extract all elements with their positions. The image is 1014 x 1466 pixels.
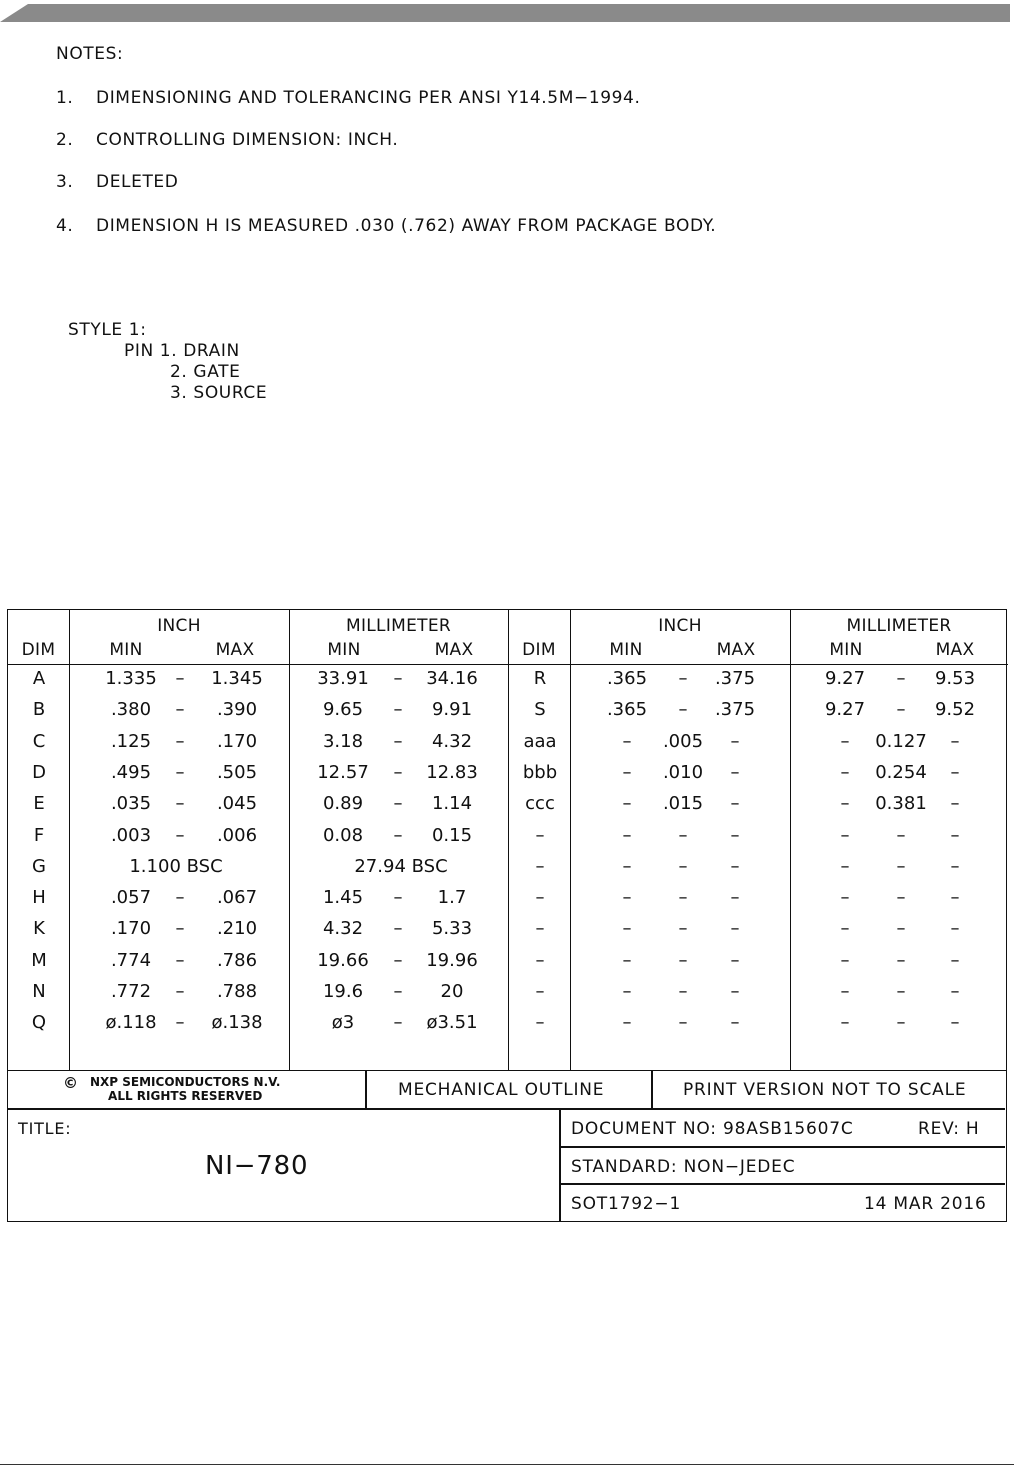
table-cell: – — [175, 668, 185, 689]
table-cell: – — [730, 1012, 740, 1034]
table-cell: .210 — [216, 918, 258, 940]
table-cell: – — [175, 918, 185, 940]
dim-cell: N — [32, 981, 46, 1002]
dim-cell: D — [32, 761, 46, 783]
copyright-line: NXP SEMICONDUCTORS N.V. — [90, 1075, 281, 1089]
divider — [651, 1071, 653, 1108]
table-cell: – — [678, 887, 688, 909]
dim-cell: – — [535, 887, 545, 909]
table-cell: 0.08 — [322, 824, 364, 846]
table-cell: .170 — [110, 918, 152, 940]
dim-cell: ccc — [525, 793, 555, 815]
dim-cell: – — [535, 855, 545, 877]
table-cell: .035 — [110, 793, 152, 815]
table-cell: – — [678, 1012, 688, 1034]
table-cell: 4.32 — [322, 918, 364, 940]
table-cell: – — [622, 793, 632, 815]
header-min: MIN — [829, 640, 863, 660]
table-cell: 9.52 — [934, 699, 976, 721]
table-cell: 33.91 — [317, 668, 369, 689]
column-divider — [289, 610, 290, 1070]
table-cell: – — [730, 824, 740, 846]
table-cell: – — [730, 793, 740, 815]
table-cell: .365 — [606, 668, 648, 689]
dim-cell: – — [535, 918, 545, 940]
header-rule — [8, 664, 1008, 665]
table-cell: 9.53 — [934, 668, 976, 689]
table-cell: 1.7 — [437, 887, 467, 909]
table-cell: – — [950, 824, 960, 846]
dim-cell: aaa — [523, 730, 557, 752]
table-cell: .125 — [110, 730, 152, 752]
dim-cell: E — [33, 793, 45, 815]
dim-cell: bbb — [522, 761, 558, 783]
table-cell: 1.14 — [431, 793, 473, 815]
table-cell: 1.335 — [105, 668, 157, 689]
divider — [365, 1071, 367, 1108]
table-cell: .067 — [216, 887, 258, 909]
note-item — [56, 216, 716, 236]
copyright-notice — [90, 1075, 280, 1103]
table-cell: – — [896, 668, 906, 689]
table-cell: – — [896, 949, 906, 971]
table-cell: 1.45 — [322, 887, 364, 909]
header-min: MIN — [609, 640, 643, 660]
table-cell: – — [393, 981, 403, 1002]
table-cell: – — [730, 949, 740, 971]
sot-number: SOT1792−1 — [571, 1194, 682, 1214]
dim-cell: – — [535, 824, 545, 846]
table-cell: – — [950, 949, 960, 971]
table-cell: – — [730, 761, 740, 783]
table-cell: .375 — [714, 668, 756, 689]
column-divider — [69, 610, 70, 1070]
table-cell: ø.138 — [211, 1012, 263, 1034]
header-dim: DIM — [522, 640, 556, 660]
table-cell: 9.27 — [824, 699, 866, 721]
table-cell: – — [896, 1012, 906, 1034]
header-min: MIN — [327, 640, 361, 660]
table-cell: – — [896, 824, 906, 846]
table-cell: – — [840, 824, 850, 846]
table-cell: – — [175, 730, 185, 752]
header-bar — [0, 4, 1010, 22]
dim-cell: – — [535, 981, 545, 1002]
copyright-icon: © — [63, 1074, 78, 1092]
table-cell: – — [896, 887, 906, 909]
title-label: TITLE: — [18, 1119, 72, 1138]
revision: REV: H — [918, 1119, 980, 1139]
note-item — [56, 88, 640, 108]
note-text: CONTROLLING DIMENSION: INCH. — [96, 130, 399, 150]
note-number: 3. — [56, 172, 74, 192]
table-cell: .010 — [662, 761, 704, 783]
style-pin: 3. SOURCE — [170, 383, 268, 403]
table-cell: .170 — [216, 730, 258, 752]
table-cell: – — [730, 730, 740, 752]
table-cell: ø.118 — [105, 1012, 157, 1034]
table-cell: – — [896, 855, 906, 877]
note-number: 2. — [56, 130, 74, 150]
table-cell: – — [730, 981, 740, 1002]
header-dim: DIM — [21, 640, 56, 660]
table-cell: – — [393, 761, 403, 783]
table-cell: – — [840, 887, 850, 909]
dim-cell: M — [31, 949, 47, 971]
header-max: MAX — [935, 640, 975, 660]
note-text: DELETED — [96, 172, 179, 192]
table-cell: – — [896, 918, 906, 940]
table-cell: 0.381 — [875, 793, 927, 815]
table-cell: .057 — [110, 887, 152, 909]
dim-cell: – — [535, 1012, 545, 1034]
footer-rule — [0, 1464, 1014, 1465]
table-cell: 3.18 — [322, 730, 364, 752]
table-cell: – — [840, 981, 850, 1002]
table-cell: – — [950, 918, 960, 940]
table-cell: – — [678, 949, 688, 971]
divider — [559, 1183, 1005, 1185]
table-cell: – — [840, 949, 850, 971]
dim-cell: Q — [31, 1012, 47, 1034]
table-cell: 5.33 — [431, 918, 473, 940]
notes-heading: NOTES: — [56, 44, 124, 64]
table-cell: – — [730, 887, 740, 909]
table-cell: .005 — [662, 730, 704, 752]
table-cell: – — [175, 887, 185, 909]
note-text: DIMENSIONING AND TOLERANCING PER ANSI Y14.5M−1994. — [96, 88, 641, 108]
header-max: MAX — [716, 640, 756, 660]
table-cell: 0.127 — [875, 730, 927, 752]
table-cell: 12.57 — [317, 761, 369, 783]
table-cell: – — [622, 981, 632, 1002]
title-block — [7, 1071, 1007, 1222]
table-cell: – — [393, 668, 403, 689]
table-cell: .375 — [714, 699, 756, 721]
table-cell: – — [622, 949, 632, 971]
standard: STANDARD: NON−JEDEC — [571, 1157, 796, 1177]
note-number: 1. — [56, 88, 74, 108]
header-min: MIN — [109, 640, 143, 660]
table-cell: – — [622, 1012, 632, 1034]
table-cell: 34.16 — [426, 668, 478, 689]
table-cell: .003 — [110, 824, 152, 846]
table-cell: .786 — [216, 949, 258, 971]
table-cell: – — [950, 887, 960, 909]
table-cell: .495 — [110, 761, 152, 783]
dimension-table — [7, 609, 1007, 1071]
divider — [559, 1108, 561, 1221]
table-cell: – — [678, 824, 688, 846]
document-number: DOCUMENT NO: 98ASB15607C — [571, 1119, 854, 1139]
table-cell: – — [393, 699, 403, 721]
table-cell: – — [840, 761, 850, 783]
dim-cell: S — [534, 699, 546, 721]
table-cell: 19.96 — [426, 949, 478, 971]
table-cell: – — [175, 761, 185, 783]
table-cell: – — [622, 918, 632, 940]
table-cell: 9.91 — [431, 699, 473, 721]
note-text: DIMENSION H IS MEASURED .030 (.762) AWAY FROM PACKAGE BODY. — [96, 216, 717, 236]
table-cell: 9.65 — [322, 699, 364, 721]
table-cell: – — [730, 855, 740, 877]
header-max: MAX — [215, 640, 255, 660]
table-cell: – — [622, 855, 632, 877]
table-cell: – — [950, 1012, 960, 1034]
table-cell: – — [678, 668, 688, 689]
dim-cell: C — [32, 730, 46, 752]
table-cell: 19.66 — [317, 949, 369, 971]
table-cell: 0.89 — [322, 793, 364, 815]
table-cell: – — [896, 699, 906, 721]
table-cell: 12.83 — [426, 761, 478, 783]
table-cell: – — [622, 887, 632, 909]
table-cell: .045 — [216, 793, 258, 815]
table-cell: – — [840, 793, 850, 815]
table-cell: .390 — [216, 699, 258, 721]
header-max: MAX — [434, 640, 474, 660]
table-cell: – — [175, 824, 185, 846]
table-cell: – — [393, 824, 403, 846]
header-inch: INCH — [658, 616, 702, 636]
table-cell: – — [622, 761, 632, 783]
table-cell: 19.6 — [322, 981, 364, 1002]
table-cell: – — [896, 981, 906, 1002]
table-cell: – — [950, 793, 960, 815]
table-cell: – — [393, 1012, 403, 1034]
dim-cell: A — [32, 668, 46, 689]
table-cell: – — [393, 793, 403, 815]
header-millimeter: MILLIMETER — [346, 616, 451, 636]
table-cell: – — [622, 730, 632, 752]
note-item — [56, 172, 178, 192]
table-cell: .015 — [662, 793, 704, 815]
table-cell: ø3 — [331, 1012, 355, 1034]
dim-cell: B — [32, 699, 46, 721]
table-cell: 27.94 BSC — [354, 855, 448, 877]
dim-cell: G — [32, 855, 46, 877]
table-cell: – — [950, 855, 960, 877]
table-cell: 4.32 — [431, 730, 473, 752]
copyright-line: ALL RIGHTS RESERVED — [108, 1089, 263, 1103]
table-cell: – — [950, 761, 960, 783]
table-cell: .774 — [110, 949, 152, 971]
table-cell: 1.345 — [211, 668, 263, 689]
table-cell: – — [175, 699, 185, 721]
style-block — [68, 320, 267, 404]
table-cell: – — [840, 1012, 850, 1034]
style-pin: PIN 1. DRAIN — [124, 341, 240, 361]
table-cell: .380 — [110, 699, 152, 721]
table-cell: – — [840, 918, 850, 940]
column-divider — [508, 610, 509, 1070]
dim-cell: – — [535, 949, 545, 971]
table-cell: 20 — [440, 981, 464, 1002]
table-cell: – — [393, 918, 403, 940]
table-cell: – — [840, 855, 850, 877]
table-cell: – — [175, 981, 185, 1002]
table-cell: – — [840, 730, 850, 752]
table-cell: .505 — [216, 761, 258, 783]
style-pin: 2. GATE — [170, 362, 241, 382]
table-cell: 0.15 — [431, 824, 473, 846]
table-cell: 9.27 — [824, 668, 866, 689]
table-cell: – — [622, 824, 632, 846]
header-millimeter: MILLIMETER — [846, 616, 952, 636]
divider — [559, 1146, 1005, 1148]
issue-date: 14 MAR 2016 — [864, 1194, 987, 1214]
table-cell: – — [393, 730, 403, 752]
table-cell: – — [950, 981, 960, 1002]
note-item — [56, 130, 398, 150]
table-cell: .788 — [216, 981, 258, 1002]
note-number: 4. — [56, 216, 74, 236]
table-cell: – — [950, 730, 960, 752]
column-divider — [790, 610, 791, 1070]
header-inch: INCH — [157, 616, 201, 636]
table-cell: – — [393, 949, 403, 971]
print-version-label: PRINT VERSION NOT TO SCALE — [683, 1080, 967, 1100]
table-cell: – — [175, 949, 185, 971]
table-cell: – — [678, 918, 688, 940]
table-cell: .772 — [110, 981, 152, 1002]
table-cell: 1.100 BSC — [129, 855, 223, 877]
column-divider — [570, 610, 571, 1070]
table-cell: – — [730, 918, 740, 940]
table-cell: – — [393, 887, 403, 909]
style-title: STYLE 1: — [68, 320, 147, 340]
mechanical-outline-label: MECHANICAL OUTLINE — [398, 1080, 605, 1100]
table-cell: .365 — [606, 699, 648, 721]
package-title: NI−780 — [205, 1151, 309, 1181]
table-cell: .006 — [216, 824, 258, 846]
dim-cell: R — [533, 668, 547, 689]
table-cell: 0.254 — [875, 761, 927, 783]
table-cell: – — [175, 1012, 185, 1034]
dim-cell: F — [33, 824, 45, 846]
table-cell: – — [678, 855, 688, 877]
divider — [8, 1108, 1005, 1110]
dim-cell: H — [32, 887, 46, 909]
dim-cell: K — [33, 918, 45, 940]
table-cell: ø3.51 — [426, 1012, 478, 1034]
table-cell: – — [678, 981, 688, 1002]
table-cell: – — [678, 699, 688, 721]
table-cell: – — [175, 793, 185, 815]
